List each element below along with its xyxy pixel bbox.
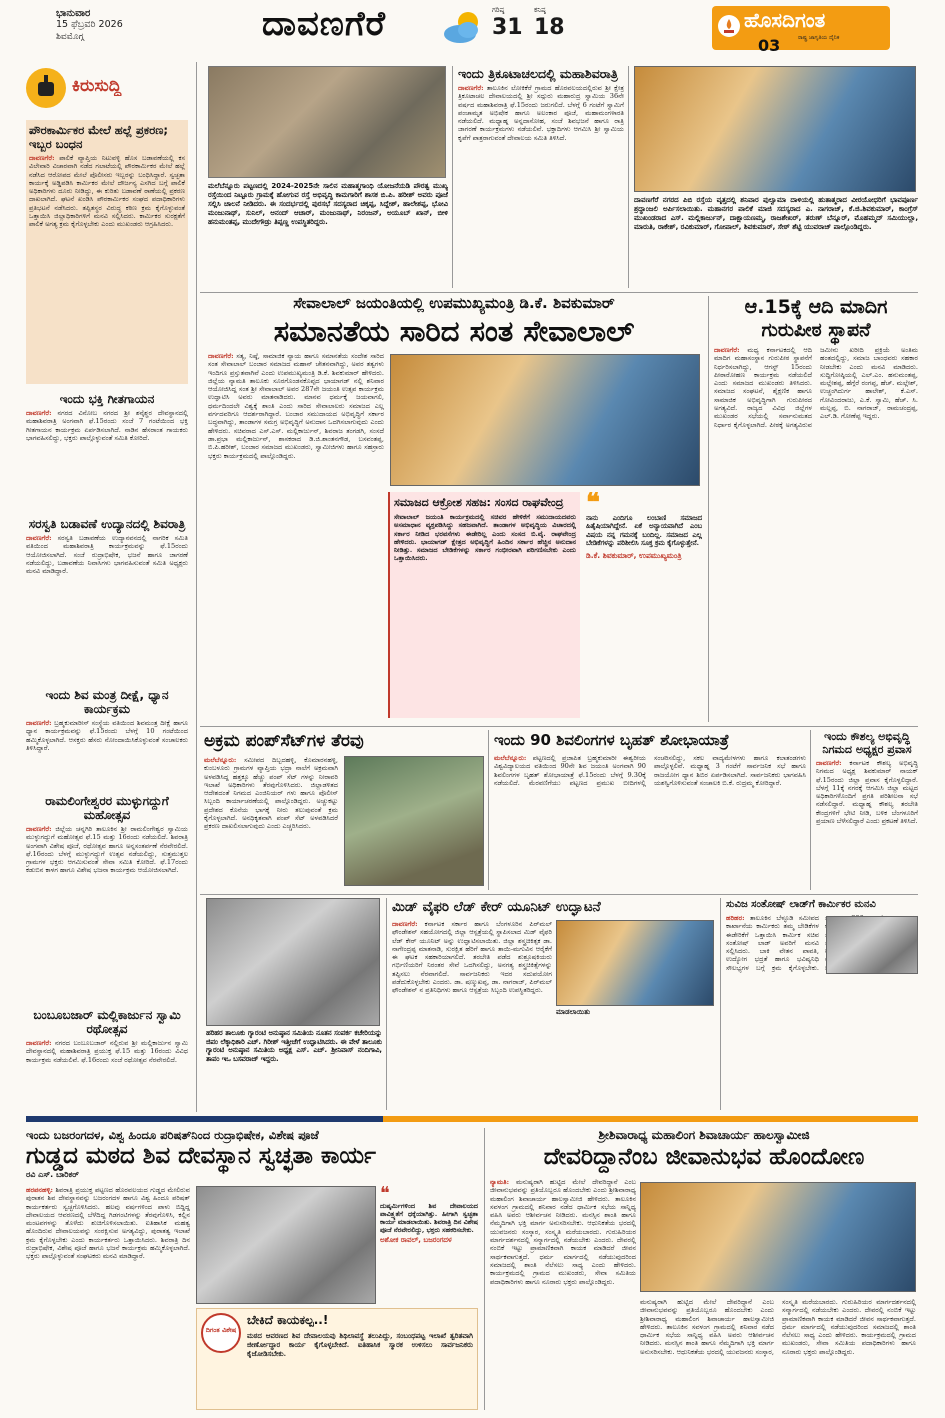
kiru-item-title: ಪೌರಕಾರ್ಮಿಕರ ಮೇಲೆ ಹಲ್ಲೆ ಪ್ರಕರಣ; ಇಬ್ಬರ ಬಂಧನ	[29, 123, 168, 151]
page-number: 03	[758, 36, 781, 55]
kayakalpa-body: ಮಠದ ಆವರಣದ ಶಿವ ದೇವಾಲಯವು ಶಿಥಿಲಾವಸ್ಥೆ ತಲುಪಿದ್ದು, ಸಂಬಂಧಪಟ್ಟ ಇಲಾಖೆ ತ್ವರಿತವಾಗಿ ಜೀರ್ಣೋದ್ಧಾರ ಕಾರ್ಯ ಕೈಗೊಳ್ಳಬೇಕಿದೆ. ಐತಿಹಾಸಿಕ ಸ್ಮಾರಕ ಉಳಿಸಲು ಸಾರ್ವಜನಿಕರು ಕೈಜೋಡಿಸಬೇಕು.	[247, 1331, 473, 1358]
kiru-item-dateline: ದಾವಣಗೆರೆ:	[29, 154, 55, 162]
kaushalya-headline: ಇಂದು ಕೌಶಲ್ಯ ಅಭಿವೃದ್ಧಿ ನಿಗಮದ ಅಧ್ಯಕ್ಷರ ಪ್ರವಾಸ	[822, 730, 912, 756]
guarantee-office-photo	[206, 898, 380, 1026]
kiru-item-3	[26, 517, 188, 682]
kiru-item-dateline: ದಾವಣಗೆರೆ:	[26, 825, 52, 833]
midwifery-photo-caption: ಮಾಡಲಾಯಿತು	[556, 1008, 591, 1016]
min-temp-label: ಕನಿಷ್ಠ	[534, 6, 546, 14]
shivalinga-dateline: ಮಲೆಬೆನ್ನೂರು:	[494, 754, 527, 762]
kiru-item-5	[26, 794, 188, 1004]
issue-city: ಶಿವಮೊಗ್ಗ	[56, 32, 84, 42]
quote-mark-icon: ❝	[380, 1186, 390, 1204]
shivalinga-body: ಪಟ್ಟಣದಲ್ಲಿ ಪ್ರಜಾಪಿತ ಬ್ರಹ್ಮಕುಮಾರೀ ಈಶ್ವರೀಯ ವಿಶ್ವವಿದ್ಯಾಲಯದ ವತಿಯಿಂದ 90ನೇ ಶಿವ ಜಯಂತಿ ಅಂಗವಾಗಿ 90 ಶಿವಲಿಂಗಗಳ ಬೃಹತ್ ಶೋಭಾಯಾತ್ರೆ ಫೆ.15ರಂದು ಬೆಳಗ್ಗೆ 9.30ಕ್ಕೆ ನಡೆಯಲಿದೆ. ಮೆರವಣಿಗೆಯು ಪಟ್ಟಣದ ಪ್ರಮುಖ ಬೀದಿಗಳಲ್ಲಿ ಸಂಚರಿಸಲಿದ್ದು, ಸಕಲ ವಾದ್ಯಮೇಳಗಳು ಹಾಗೂ ಕಲಾತಂಡಗಳು ಪಾಲ್ಗೊಳ್ಳಲಿವೆ. ಮಧ್ಯಾಹ್ನ 3 ಗಂಟೆಗೆ ಸಾರ್ವಜನಿಕ ಸಭೆ ಹಾಗೂ ರಾಜಯೋಗ ಧ್ಯಾನ ಶಿಬಿರ ಏರ್ಪಡಿಸಲಾಗಿದೆ. ಸಾರ್ವಜನಿಕರು ಭಾಗವಹಿಸಿ ಯಶಸ್ವಿಗೊಳಿಸುವಂತೆ ಸಂಚಾಲಕಿ ಬಿ.ಕೆ. ರುದ್ರಮ್ಮ ಕೋರಿದ್ದಾರೆ.	[494, 754, 806, 787]
aadi-madiga-story	[714, 296, 918, 722]
digantha-vishesha-logo	[201, 1313, 241, 1353]
kayakalpa-headline: ಬೇಕಿದೆ ಕಾಯಕಲ್ಪ..!	[247, 1313, 329, 1327]
kiru-item-title: ಸರಸ್ವತಿ ಬಡಾವಣೆ ಉದ್ಯಾನದಲ್ಲಿ ಶಿವರಾತ್ರಿ	[28, 517, 186, 531]
guddada-quote-author: ಅಶೋಕ ರಾವಲ್, ಬಜರಂಗದಳ	[380, 1236, 452, 1244]
kaushalya-dateline: ದಾವಣಗೆರೆ:	[816, 759, 842, 767]
hand-icon	[26, 68, 66, 108]
guddada-quote-text: ದುಷ್ಕರ್ಮಿಗಳಿಂದ ಶಿವ ದೇವಾಲಯದ ಪಾವಿತ್ರ್ಯತೆಗೆ ಧಕ್ಕೆಯಾಗಿತ್ತು. ಹೀಗಾಗಿ ಸ್ವಚ್ಛತಾ ಕಾರ್ಯ ಮಾಡಲಾಯಿತು. ಶಿವರಾತ್ರಿ ದಿನ ವಿಶೇಷ ಪೂಜೆ ನೆರವೇರಲಿದ್ದು, ಭಕ್ತರು ಸಹಕರಿಸಬೇಕು.	[380, 1202, 478, 1234]
kiru-item-1	[26, 120, 188, 384]
midwifery-body: ಕರ್ನಾಟಕ ಸರ್ಕಾರ ಹಾಗೂ ಬೆಂಗಳೂರಿನ ಪಿರ್‌ಮಲ್ ಫೌಂಡೇಶನ್ ಸಹಯೋಗದಲ್ಲಿ ಜಿಲ್ಲಾ ಆಸ್ಪತ್ರೆಯಲ್ಲಿ ಸ್ಥಾಪಿಸಲಾದ ಮಿಡ್ ವೈಫರಿ ಲೆಡ್ ಕೇರ್ ಯೂನಿಟ್ ಅನ್ನು ಉದ್ಘಾಟಿಸಲಾಯಿತು. ಜಿಲ್ಲಾ ಶಸ್ತ್ರಚಿಕಿತ್ಸಕ ಡಾ. ನಾಗೇಂದ್ರಪ್ಪ ಮಾತನಾಡಿ, ಸುರಕ್ಷಿತ ಹೆರಿಗೆ ಹಾಗೂ ತಾಯಿ-ಮಗುವಿನ ಆರೈಕೆಗೆ ಈ ಘಟಕ ಸಹಕಾರಿಯಾಗಲಿದೆ. ತರಬೇತಿ ಪಡೆದ ಶುಶ್ರೂಷಕಿಯರು ಗರ್ಭಿಣಿಯರಿಗೆ ನಿರಂತರ ಸೇವೆ ಒದಗಿಸಲಿದ್ದು, ಅನಗತ್ಯ ಶಸ್ತ್ರಚಿಕಿತ್ಸೆಗಳನ್ನು ತಪ್ಪಿಸಲು ನೆರವಾಗಲಿದೆ. ಸಾರ್ವಜನಿಕರು ಇದರ ಸದುಪಯೋಗ ಪಡೆದುಕೊಳ್ಳಬೇಕು ಎಂದರು. ಡಾ. ಷಣ್ಮುಖಪ್ಪ, ಡಾ. ನಾಗರಾಜ್, ಪಿರ್‌ಮಲ್ ಫೌಂಡೇಶನ್ ನ ಪ್ರತಿನಿಧಿಗಳು ಹಾಗೂ ಆಸ್ಪತ್ರೆಯ ಸಿಬ್ಬಂದಿ ಉಪಸ್ಥಿತರಿದ್ದರು.	[392, 920, 552, 995]
kiru-item-dateline: ದಾವಣಗೆರೆ:	[26, 719, 52, 727]
guddada-matha-story	[26, 1128, 478, 1410]
trikutachala-title: ಇಂದು ತ್ರಿಕೂಟಾಚಲದಲ್ಲಿ ಮಹಾಶಿವರಾತ್ರಿ	[458, 66, 618, 81]
sevalal-headline: ಸಮಾನತೆಯ ಸಾರಿದ ಸಂತ ಸೇವಾಲಾಲ್	[273, 314, 635, 348]
kiru-item-title: ರಾಮಲಿಂಗೇಶ್ವರರ ಮುಳ್ಳುಗದ್ದುಗೆ ಮಹೋತ್ಸವ	[45, 794, 169, 822]
harihara-photo-story	[206, 898, 382, 1110]
pulwama-tribute-photo	[634, 66, 916, 192]
devariddane-body: ಮನುಷ್ಯರಾಗಿ ಹುಟ್ಟಿದ ಮೇಲೆ ದೇವರಿದ್ದಾನೆ ಎಂಬ ಜೀವಾನುಭವವನ್ನು ಪ್ರತಿಯೊಬ್ಬರೂ ಹೊಂದಬೇಕು ಎಂದು ಶ್ರೀಶಿವಾರಾಧ್ಯ ಮಹಾಲಿಂಗ ಶಿವಾಚಾರ್ಯ ಹಾಲಸ್ವಾಮೀಜಿ ಹೇಳಿದರು. ತಾಲೂಕಿನ ಸವಳಂಗ ಗ್ರಾಮದಲ್ಲಿ ಶನಿವಾರ ನಡೆದ ಧಾರ್ಮಿಕ ಸಭೆಯ ಸಾನ್ನಿಧ್ಯ ವಹಿಸಿ ಅವರು ಆಶೀರ್ವಚನ ನೀಡಿದರು. ಮನಸ್ಸಿನ ಶಾಂತಿ ಹಾಗೂ ನೆಮ್ಮದಿಗಾಗಿ ಭಕ್ತಿ ಮಾರ್ಗ ಅನುಸರಿಸಬೇಕು. ಆಧುನಿಕತೆಯ ಭರದಲ್ಲಿ ಯುವಜನರು ಸಂಸ್ಕಾರ, ಸಂಸ್ಕೃತಿ ಮರೆಯಬಾರದು. ಗುರುಹಿರಿಯರ ಮಾರ್ಗದರ್ಶನದಲ್ಲಿ ಸನ್ಮಾರ್ಗದಲ್ಲಿ ನಡೆಯಬೇಕು ಎಂದರು. ದೇವರಲ್ಲಿ ನಂಬಿಕೆ ಇಟ್ಟು ಪ್ರಾಮಾಣಿಕವಾಗಿ ಕಾಯಕ ಮಾಡಿದರೆ ಜೀವನ ಸಾರ್ಥಕವಾಗುತ್ತದೆ. ಧರ್ಮ ಮಾರ್ಗದಲ್ಲಿ ನಡೆಯುವುದರಿಂದ ಸಮಾಜದಲ್ಲಿ ಶಾಂತಿ ನೆಲೆಸಲು ಸಾಧ್ಯ ಎಂದು ಹೇಳಿದರು. ಕಾರ್ಯಕ್ರಮದಲ್ಲಿ ಗ್ರಾಮದ ಮುಖಂಡರು, ಸೇವಾ ಸಮಿತಿಯ ಪದಾಧಿಕಾರಿಗಳು ಹಾಗೂ ನೂರಾರು ಭಕ್ತರು ಪಾಲ್ಗೊಂಡಿದ್ದರು.	[490, 1178, 636, 1286]
print-registration-marks	[840, 1408, 880, 1416]
shivalinga-headline: ಇಂದು 90 ಶಿವಲಿಂಗಗಳ ಬೃಹತ್ ಶೋಭಾಯಾತ್ರೆ	[494, 731, 729, 749]
santhosh-headline: ಸುವಿಜ ಸಂತೋಷ್ ಲಾಡ್‌ಗೆ ಕಾರ್ಮಿಕರ ಮನವಿ	[726, 899, 876, 910]
top-photo-story-1	[208, 66, 448, 288]
sevalal-story	[204, 294, 704, 722]
min-temp: 18	[534, 15, 565, 40]
devariddane-story	[490, 1128, 918, 1410]
kiru-item-body: ಸರಸ್ವತಿ ಬಡಾವಣೆಯ ಉದ್ಯಾನವನದಲ್ಲಿ ನಾಗರಿಕ ಸಮಿತಿ ವತಿಯಿಂದ ಮಹಾಶಿವರಾತ್ರಿ ಕಾರ್ಯಕ್ರಮವನ್ನು ಫೆ.15ರಂದು ಆಯೋಜಿಸಲಾಗಿದೆ. ಸಂಜೆ ರುದ್ರಾಭಿಷೇಕ, ಭಜನೆ ಹಾಗೂ ಜಾಗರಣೆ ನಡೆಯಲಿದ್ದು, ಬಡಾವಣೆಯ ನಿವಾಸಿಗಳು ಭಾಗವಹಿಸುವಂತೆ ಸಮಿತಿ ಅಧ್ಯಕ್ಷರು ಮನವಿ ಮಾಡಿದ್ದಾರೆ.	[26, 534, 188, 576]
temple-photo	[196, 1186, 376, 1304]
pumpset-headline: ಅಕ್ರಮ ಪಂಪ್‌ಸೆಟ್‌ಗಳ ತೆರವು	[204, 731, 364, 751]
paper-name: ಹೊಸದಿಗಂತ	[744, 8, 826, 32]
sevalal-dateline: ದಾವಣಗೆರೆ:	[208, 352, 234, 360]
print-registration-marks	[80, 1408, 120, 1416]
pumpset-dateline: ಮಲೆಬೆನ್ನೂರು:	[204, 756, 237, 764]
raghavendra-box	[388, 492, 580, 718]
sevalal-body: ಸತ್ಯ, ನಿಷ್ಠೆ, ಸಾಮಾಜಿಕ ನ್ಯಾಯ ಹಾಗೂ ಸಮಾನತೆಯ ಸಂದೇಶ ಸಾರಿದ ಸಂತ ಸೇವಾಲಾಲ್ ಬಂಜಾರ ಸಮಾಜದ ಮಹಾನ್ ಚೇತನವಾಗಿದ್ದು, ಅವರ ತತ್ವಗಳು ಇಂದಿಗೂ ಪ್ರಸ್ತುತವಾಗಿವೆ ಎಂದು ಉಪಮುಖ್ಯಮಂತ್ರಿ ಡಿ.ಕೆ. ಶಿವಕುಮಾರ್ ಹೇಳಿದರು. ಜಿಲ್ಲೆಯ ನ್ಯಾಮತಿ ತಾಲೂಕು ಸೂರಗೊಂಡನಕೊಪ್ಪದ ಭಾಯಾಗಡ್ ನಲ್ಲಿ ಶನಿವಾರ ಆಯೋಜಿಸಿದ್ದ ಸಂತ ಶ್ರೀ ಸೇವಾಲಾಲ್ ಅವರ 287ನೇ ಜಯಂತಿ ಉತ್ಸವ ಕಾರ್ಯಕ್ರಮ ಉದ್ಘಾಟಿಸಿ ಅವರು ಮಾತನಾಡಿದರು. ಮಾನವ ಧರ್ಮಕ್ಕೆ ಜಯವಾಗಲಿ, ಧರ್ಮದಿಂದಲೇ ವಿಶ್ವಕ್ಕೆ ಶಾಂತಿ ಎಂದು ಸಾರಿದ ಸೇವಾಲಾಲರು ಸಮಾಜದ ಎಲ್ಲ ವರ್ಗದವರಿಗೂ ಆದರ್ಶರಾಗಿದ್ದಾರೆ. ಬಂಜಾರ ಸಮುದಾಯದ ಅಭಿವೃದ್ಧಿಗೆ ಸರ್ಕಾರ ಬದ್ಧವಾಗಿದ್ದು, ತಾಂಡಾಗಳ ಸಮಗ್ರ ಅಭಿವೃದ್ಧಿಗೆ ಅನುದಾನ ಒದಗಿಸಲಾಗುವುದು ಎಂದು ಹೇಳಿದರು. ಸಚಿವರಾದ ಎಸ್.ಎಸ್. ಮಲ್ಲಿಕಾರ್ಜುನ್, ಶಿವರಾಜ ತಂಗಡಗಿ, ಸಂಸದೆ ಡಾ.ಪ್ರಭಾ ಮಲ್ಲಿಕಾರ್ಜುನ್, ಶಾಸಕರಾದ ಡಿ.ಜಿ.ಶಾಂತನಗೌಡ, ಬಸವಂತಪ್ಪ, ಬಿ.ಪಿ.ಹರೀಶ್, ಬಂಜಾರ ಸಮಾಜದ ಮುಖಂಡರು, ಸ್ವಾಮೀಜಿಗಳು ಹಾಗೂ ಸಹಸ್ರಾರು ಭಕ್ತರು ಕಾರ್ಯಕ್ರಮದಲ್ಲಿ ಪಾಲ್ಗೊಂಡಿದ್ದರು.	[208, 352, 384, 460]
pumpset-story	[204, 730, 484, 890]
road-work-caption: ಮಲೆಬೆನ್ನೂರು ಪಟ್ಟಣದಲ್ಲಿ 2024-2025ನೇ ಸಾಲಿನ ಮಹಾತ್ಮಗಾಂಧಿ ಯೋಜನೆಯಡಿ ಪೌರತ್ವ ಮುಖ್ಯ ರಸ್ತೆಯಿಂದ ನಿಟ್ಟೂರು ಗ್ರಾಮಕ್ಕೆ ಹೋಗುವ ರಸ್ತೆ ಅಭಿವೃದ್ಧಿ ಕಾಮಗಾರಿಗೆ ಶಾಸಕ ಬಿ.ಪಿ. ಹರೀಶ್ ಅವರು ಪೂಜೆ ಸಲ್ಲಿಸಿ ಚಾಲನೆ ನೀಡಿದರು. ಈ ಸಂದರ್ಭದಲ್ಲಿ ಪುರಸಭೆ ಸದಸ್ಯರಾದ ಚಿಕ್ಕಪ್ಪ, ಸಿದ್ದೇಶ್, ಹಾಲೇಶಪ್ಪ, ಭೋವಿ ಮಂಜುನಾಥ್, ಸುನಿಲ್, ಆನಂದ್ ಆಚಾರ್, ಮಂಜುನಾಥ್, ನಿರಂಜನ್, ಅಯೂಬ್ ಖಾನ್, ಬೀಳಿ ಹನುಮಂತಪ್ಪ, ಮುದೇಗೌಡ್ರು ತಿಪ್ಪಣ್ಣ ಉಪಸ್ಥಿತರಿದ್ದರು.	[208, 182, 448, 226]
kiru-item-body: ಪಾಲಿಕೆ ವ್ಯಾಪ್ತಿಯ ನಿಟುವಳ್ಳಿ ಹೊಸ ಬಡಾವಣೆಯಲ್ಲಿ ಕಸ ವಿಲೇವಾರಿ ವಿಚಾರವಾಗಿ ನಡೆದ ಗಲಾಟೆಯಲ್ಲಿ ಪೌರಕಾರ್ಮಿಕರ ಮೇಲೆ ಹಲ್ಲೆ ನಡೆಸಿದ ಆರೋಪದ ಮೇಲೆ ಪೊಲೀಸರು ಇಬ್ಬರನ್ನು ಬಂಧಿಸಿದ್ದಾರೆ. ಸ್ವಚ್ಛತಾ ಕಾರ್ಯಕ್ಕೆ ಅಡ್ಡಿಪಡಿಸಿ ಕಾರ್ಮಿಕರ ಮೇಲೆ ದೌರ್ಜನ್ಯ ಎಸಗಿದ ಬಗ್ಗೆ ಪಾಲಿಕೆ ಅಧಿಕಾರಿಗಳು ದೂರು ನೀಡಿದ್ದು, ಈ ಕುರಿತು ಬಡಾವಣೆ ಠಾಣೆಯಲ್ಲಿ ಪ್ರಕರಣ ದಾಖಲಾಗಿದೆ. ಘಟನೆ ಖಂಡಿಸಿ ಪೌರಕಾರ್ಮಿಕರ ಸಂಘದ ಪದಾಧಿಕಾರಿಗಳು ಪ್ರತಿಭಟನೆ ನಡೆಸಿದರು. ತಪ್ಪಿತಸ್ಥರ ವಿರುದ್ಧ ಕಠಿಣ ಕ್ರಮ ಕೈಗೊಳ್ಳುವಂತೆ ಒತ್ತಾಯಿಸಿ ಜಿಲ್ಲಾಧಿಕಾರಿಗಳಿಗೆ ಮನವಿ ಸಲ್ಲಿಸಿದರು. ಕಾರ್ಮಿಕರ ಸುರಕ್ಷತೆಗೆ ಪಾಲಿಕೆ ಅಗತ್ಯ ಕ್ರಮ ಕೈಗೊಳ್ಳಬೇಕು ಎಂದು ಮುಖಂಡರು ಆಗ್ರಹಿಸಿದರು.	[29, 154, 185, 229]
kiru-item-body: ಜಿಲ್ಲೆಯ ಚನ್ನಗಿರಿ ತಾಲೂಕಿನ ಶ್ರೀ ರಾಮಲಿಂಗೇಶ್ವರ ಸ್ವಾಮಿಯ ಮುಳ್ಳುಗದ್ದುಗೆ ಮಹೋತ್ಸವ ಫೆ.15 ಮತ್ತು 16ರಂದು ನಡೆಯಲಿದೆ. ಶಿವರಾತ್ರಿ ಅಂಗವಾಗಿ ವಿಶೇಷ ಪೂಜೆ, ರಥೋತ್ಸವ ಹಾಗೂ ಅನ್ನಸಂತರ್ಪಣೆ ನೆರವೇರಲಿದೆ. ಫೆ.16ರಂದು ಬೆಳಗ್ಗೆ ಮುಳ್ಳುಗದ್ದುಗೆ ಉತ್ಸವ ನಡೆಯಲಿದ್ದು, ಸುತ್ತಮುತ್ತಲ ಗ್ರಾಮಗಳ ಭಕ್ತರು ಆಗಮಿಸುವಂತೆ ಸೇವಾ ಸಮಿತಿ ಕೋರಿದೆ. ಫೆ.17ರಂದು ಕಡುಬಿನ ಕಾಳಗ ಹಾಗೂ ವಿಶೇಷ ಭಜನಾ ಕಾರ್ಯಕ್ರಮ ಆಯೋಜಿಸಲಾಗಿದೆ.	[26, 825, 188, 875]
sevalal-stage-photo	[390, 354, 700, 486]
sevalal-kicker: ಸೇವಾಲಾಲ್ ಜಯಂತಿಯಲ್ಲಿ ಉಪಮುಖ್ಯಮಂತ್ರಿ ಡಿ.ಕೆ. ಶಿವಕುಮಾರ್	[293, 294, 615, 312]
shivakumar-quote	[586, 492, 702, 718]
guddada-kicker: ಇಂದು ಬಜರಂಗದಳ, ವಿಶ್ವ ಹಿಂದೂ ಪರಿಷತ್‌ನಿಂದ ರುದ್ರಾಭಿಷೇಕ, ವಿಶೇಷ ಪೂಜೆ	[26, 1128, 319, 1142]
midwifery-photo	[556, 920, 714, 1006]
kiru-item-body: ಬ್ರಹ್ಮಕುಮಾರೀಸ್ ಸಂಸ್ಥೆಯ ವತಿಯಿಂದ ಶಿವಮಂತ್ರ ದೀಕ್ಷೆ ಹಾಗೂ ಧ್ಯಾನ ಕಾರ್ಯಕ್ರಮವನ್ನು ಫೆ.15ರಂದು ಬೆಳಗ್ಗೆ 10 ಗಂಟೆಯಿಂದ ಹಮ್ಮಿಕೊಳ್ಳಲಾಗಿದೆ. ಆಸಕ್ತರು ಹೆಸರು ನೋಂದಾಯಿಸಿಕೊಳ್ಳುವಂತೆ ಸಂಚಾಲಕರು ತಿಳಿಸಿದ್ದಾರೆ.	[26, 719, 188, 752]
midwifery-headline: ಮಿಡ್ ವೈಫರಿ ಲೆಡ್ ಕೇರ್ ಯೂನಿಟ್ ಉದ್ಘಾಟನೆ	[392, 899, 601, 915]
guddada-dateline: ಹರಪನಹಳ್ಳಿ:	[26, 1186, 53, 1194]
road-work-photo	[208, 66, 446, 178]
weather-icon	[438, 8, 488, 48]
kiru-item-body: ನಗರದ ಬಂಬೂಬಜಾರ್ ನಲ್ಲಿರುವ ಶ್ರೀ ಮಲ್ಲಿಕಾರ್ಜುನ ಸ್ವಾಮಿ ದೇವಸ್ಥಾನದಲ್ಲಿ ಮಹಾಶಿವರಾತ್ರಿ ಪ್ರಯುಕ್ತ ಫೆ.15 ಮತ್ತು 16ರಂದು ವಿವಿಧ ಕಾರ್ಯಕ್ರಮ ನಡೆಯಲಿವೆ. ಫೆ.16ರಂದು ಸಂಜೆ ರಥೋತ್ಸವ ನೆರವೇರಲಿದೆ.	[26, 1039, 188, 1064]
masthead	[0, 0, 945, 58]
raghavendra-box-body: ಸೇವಾಲಾಲ್ ಜಯಂತಿ ಕಾರ್ಯಕ್ರಮದಲ್ಲಿ ಸಚಿವರ ಹೇಳಿಕೆಗೆ ಸಮುದಾಯದವರು ಅಸಮಾಧಾನ ವ್ಯಕ್ತಪಡಿಸಿದ್ದು ಸಹಜವಾಗಿದೆ. ತಾಂಡಾಗಳ ಅಭಿವೃದ್ಧಿಯ ವಿಚಾರದಲ್ಲಿ ಸರ್ಕಾರ ನೀಡಿದ ಭರವಸೆಗಳು ಈಡೇರಿಲ್ಲ ಎಂದು ಸಂಸದ ಬಿ.ವೈ. ರಾಘವೇಂದ್ರ ಹೇಳಿದರು. ಭಾಯಾಗಡ್ ಕ್ಷೇತ್ರದ ಅಭಿವೃದ್ಧಿಗೆ ಹಿಂದಿನ ಸರ್ಕಾರ ಹೆಚ್ಚಿನ ಅನುದಾನ ನೀಡಿತ್ತು. ಸಮಾಜದ ಬೇಡಿಕೆಗಳನ್ನು ಸರ್ಕಾರ ಗಂಭೀರವಾಗಿ ಪರಿಗಣಿಸಬೇಕು ಎಂದು ಒತ್ತಾಯಿಸಿದರು.	[394, 513, 576, 563]
raghavendra-box-title: ಸಮಾಜದ ಆಕ್ರೋಶ ಸಹಜ: ಸಂಸದ ರಾಘವೇಂದ್ರ	[394, 496, 564, 509]
kiru-item-dateline: ದಾವಣಗೆರೆ:	[26, 409, 52, 417]
harihara-caption: ಹರಿಹರ ತಾಲೂಕು ಗ್ಯಾರಂಟಿ ಅನುಷ್ಠಾನ ಸಮಿತಿಯ ನೂತನ ಸಂಪರ್ಕ ಕಚೇರಿಯನ್ನು ಜಿಪಂ ಲೆಕ್ಕಾಧಿಕಾರಿ ಎಚ್. ಗಿರೀಶ್ ಇತ್ತೀಚೆಗೆ ಉದ್ಘಾಟಿಸಿದರು. ಈ ವೇಳೆ ತಾಲೂಕು ಗ್ಯಾರಂಟಿ ಅನುಷ್ಠಾನ ಸಮಿತಿಯ ಅಧ್ಯಕ್ಷ ಎಸ್. ಎಚ್. ಶ್ರೀನಿವಾಸ್ ನಂದಿಗಾವಿ, ತಾಪಂ ಇಒ ಬಸವರಾಜ್ ಇದ್ದರು.	[206, 1029, 382, 1063]
shivalinga-story	[494, 730, 806, 890]
shivakumar-quote-text: ನಾನು ಎಂದಿಗೂ ಲಂಬಾಣಿ ಸಮಾಜದ ಹಿತೈಷಿಯಾಗಿದ್ದೇನೆ. ಏಕೆ ಅನ್ಯಾಯವಾಗಿದೆ ಎಂಬ ವಿಷಯ ನನ್ನ ಗಮನಕ್ಕೆ ಬಂದಿಲ್ಲ. ಸಮಾಜದ ಎಲ್ಲ ಬೇಡಿಕೆಗಳನ್ನು ಪರಿಶೀಲಿಸಿ ಸೂಕ್ತ ಕ್ರಮ ಕೈಗೊಳ್ಳುತ್ತೇನೆ.	[586, 514, 702, 547]
pulwama-caption: ದಾವಣಗೆರೆ ನಗರದ ಪಿಬಿ ರಸ್ತೆಯ ವೃತ್ತದಲ್ಲಿ ಶನಿವಾರ ಪುಲ್ವಾಮಾ ದಾಳಿಯಲ್ಲಿ ಹುತಾತ್ಮರಾದ ವೀರಯೋಧರಿಗೆ ಭಾವಪೂರ್ಣ ಶ್ರದ್ಧಾಂಜಲಿ ಅರ್ಪಿಸಲಾಯಿತು. ಮಹಾನಗರ ಪಾಲಿಕೆ ಮಾಜಿ ಸದಸ್ಯರಾದ ಎ. ನಾಗರಾಜ್, ಕೆ.ಜಿ.ಶಿವಕುಮಾರ್, ಕಾಂಗ್ರೆಸ್ ಮುಖಂಡರಾದ ಎಸ್. ಮಲ್ಲಿಕಾರ್ಜುನ್, ದಾಕ್ಷಾಯಣಮ್ಮ, ರಾಜಶೇಖರ್, ತರುಣ್ ಬೆನ್ನೂರ್, ಮೊಹಮ್ಮದ್ ಸಮಿಯುಲ್ಲಾ, ಮಾರುತಿ, ರಾಕೇಶ್, ರವಿಕುಮಾರ್, ಗೋಪಾಲ್, ಶಿವಕುಮಾರ್, ಸೇಠ್ ಶೆಟ್ಟಿ ಯುವರಾಜ್ ಪಾಲ್ಗೊಂಡಿದ್ದರು.	[634, 196, 918, 231]
devariddane-headline: ದೇವರಿದ್ದಾನೆಂಬ ಜೀವಾನುಭವ ಹೊಂದೋಣ	[543, 1144, 865, 1170]
devariddane-kicker: ಶ್ರೀಶಿವಾರಾಧ್ಯ ಮಹಾಲಿಂಗ ಶಿವಾಚಾರ್ಯ ಹಾಲಸ್ವಾಮೀಜಿ	[598, 1128, 810, 1142]
kiru-item-dateline: ದಾವಣಗೆರೆ:	[26, 534, 52, 542]
top-photo-story-3	[634, 66, 918, 288]
section-divider	[26, 1116, 918, 1122]
santhosh-photo	[826, 916, 918, 974]
kaushalya-story	[816, 730, 918, 890]
kiru-item-title: ಇಂದು ಭಕ್ತಿ ಗೀತಗಾಯನ	[59, 392, 155, 406]
paper-tagline: ರಾಷ್ಟ್ರ ಜಾಗೃತಿಯ ದೈನಿಕ	[798, 35, 840, 41]
devariddane-dateline: ನ್ಯಾಮತಿ:	[490, 1178, 510, 1186]
kiru-suddi-header	[26, 66, 186, 112]
aadi-body: ಮಧ್ಯ ಕರ್ನಾಟಕದಲ್ಲಿ ಆದಿ ಮಾದಿಗ ಮಹಾಸಂಸ್ಥಾನ ಗುರುಪೀಠ ಸ್ಥಾಪನೆಗೆ ನಿರ್ಧರಿಸಲಾಗಿದ್ದು, ಆಗಸ್ಟ್ 15ರಂದು ಪೀಠಾರೋಹಣ ಕಾರ್ಯಕ್ರಮ ನಡೆಯಲಿದೆ ಎಂದು ಸಮಾಜದ ಮುಖಂಡರು ತಿಳಿಸಿದರು. ಸಮಾಜದ ಸಂಘಟನೆ, ಶೈಕ್ಷಣಿಕ ಹಾಗೂ ಸಾಮಾಜಿಕ ಅಭಿವೃದ್ಧಿಗಾಗಿ ಗುರುಪೀಠದ ಅಗತ್ಯವಿದೆ. ರಾಜ್ಯದ ವಿವಿಧ ಜಿಲ್ಲೆಗಳ ಮುಖಂಡರ ಸಭೆಯಲ್ಲಿ ಸರ್ವಾನುಮತದ ನಿರ್ಧಾರ ಕೈಗೊಳ್ಳಲಾಗಿದೆ. ಪೀಠಕ್ಕೆ ಅಗತ್ಯವಿರುವ ಜಮೀನು ಖರೀದಿ ಪ್ರಕ್ರಿಯೆ ಅಂತಿಮ ಹಂತದಲ್ಲಿದ್ದು, ಸಮಾಜ ಬಾಂಧವರು ಸಹಕಾರ ನೀಡಬೇಕು ಎಂದು ಮನವಿ ಮಾಡಿದರು. ಸುದ್ದಿಗೋಷ್ಠಿಯಲ್ಲಿ ಎಲ್.ಎಂ. ಹನುಮಂತಪ್ಪ, ಮಲ್ಲೇಶಪ್ಪ, ಹೆಗ್ಗೆರೆ ರಂಗಪ್ಪ, ಹೆಚ್. ಮಲ್ಲೇಶ್, ಉಚ್ಚಂಗಿದುರ್ಗ ಹಾಲೇಶ್, ಕೆ.ಎಸ್. ಗೋವಿಂದರಾಜು, ಎ.ಕೆ. ಸ್ವಾಮಿ, ಹೆಚ್. ಸಿ. ಮಲ್ಲಪ್ಪ, ಬಿ. ನಾಗರಾಜ್, ರಾಮಚಂದ್ರಪ್ಪ, ಎಲ್.ಡಿ. ಗೋಣೆಪ್ಪ ಇದ್ದರು.	[714, 346, 918, 429]
santhosh-lad-story	[726, 898, 918, 1110]
kiru-item-title: ಬಂಬೂಬಜಾರ್ ಮಲ್ಲಿಕಾರ್ಜುನ ಸ್ವಾಮಿ ರಥೋತ್ಸವ	[33, 1008, 181, 1036]
trikutachala-dateline: ದಾವಣಗೆರೆ:	[458, 84, 484, 92]
kiru-item-2	[26, 392, 188, 510]
issue-date: 15 ಫೆಬ್ರವರಿ 2026	[56, 19, 123, 30]
max-temp: 31	[492, 15, 523, 40]
trikutachala-story	[458, 66, 624, 288]
kiru-item-dateline: ದಾವಣಗೆರೆ:	[26, 1039, 52, 1047]
max-temp-label: ಗರಿಷ್ಠ	[492, 6, 505, 14]
devariddane-body-continued: ಮನುಷ್ಯರಾಗಿ ಹುಟ್ಟಿದ ಮೇಲೆ ದೇವರಿದ್ದಾನೆ ಎಂಬ ಜೀವಾನುಭವವನ್ನು ಪ್ರತಿಯೊಬ್ಬರೂ ಹೊಂದಬೇಕು ಎಂದು ಶ್ರೀಶಿವಾರಾಧ್ಯ ಮಹಾಲಿಂಗ ಶಿವಾಚಾರ್ಯ ಹಾಲಸ್ವಾಮೀಜಿ ಹೇಳಿದರು. ತಾಲೂಕಿನ ಸವಳಂಗ ಗ್ರಾಮದಲ್ಲಿ ಶನಿವಾರ ನಡೆದ ಧಾರ್ಮಿಕ ಸಭೆಯ ಸಾನ್ನಿಧ್ಯ ವಹಿಸಿ ಅವರು ಆಶೀರ್ವಚನ ನೀಡಿದರು. ಮನಸ್ಸಿನ ಶಾಂತಿ ಹಾಗೂ ನೆಮ್ಮದಿಗಾಗಿ ಭಕ್ತಿ ಮಾರ್ಗ ಅನುಸರಿಸಬೇಕು. ಆಧುನಿಕತೆಯ ಭರದಲ್ಲಿ ಯುವಜನರು ಸಂಸ್ಕಾರ, ಸಂಸ್ಕೃತಿ ಮರೆಯಬಾರದು. ಗುರುಹಿರಿಯರ ಮಾರ್ಗದರ್ಶನದಲ್ಲಿ ಸನ್ಮಾರ್ಗದಲ್ಲಿ ನಡೆಯಬೇಕು ಎಂದರು. ದೇವರಲ್ಲಿ ನಂಬಿಕೆ ಇಟ್ಟು ಪ್ರಾಮಾಣಿಕವಾಗಿ ಕಾಯಕ ಮಾಡಿದರೆ ಜೀವನ ಸಾರ್ಥಕವಾಗುತ್ತದೆ. ಧರ್ಮ ಮಾರ್ಗದಲ್ಲಿ ನಡೆಯುವುದರಿಂದ ಸಮಾಜದಲ್ಲಿ ಶಾಂತಿ ನೆಲೆಸಲು ಸಾಧ್ಯ ಎಂದು ಹೇಳಿದರು. ಕಾರ್ಯಕ್ರಮದಲ್ಲಿ ಗ್ರಾಮದ ಮುಖಂಡರು, ಸೇವಾ ಸಮಿತಿಯ ಪದಾಧಿಕಾರಿಗಳು ಹಾಗೂ ನೂರಾರು ಭಕ್ತರು ಪಾಲ್ಗೊಂಡಿದ್ದರು.	[640, 1298, 916, 1356]
edition-title: ದಾವಣಗೆರೆ	[262, 4, 386, 44]
pumpset-body: ಸಮೀಪದ ದಿಬ್ಬದಹಳ್ಳಿ, ಕೊಮಾರನಹಳ್ಳಿ, ಕುಂಬಳೂರು ಗ್ರಾಮಗಳ ವ್ಯಾಪ್ತಿಯ ಭದ್ರಾ ನಾಲೆಗೆ ಅಕ್ರಮವಾಗಿ ಅಳವಡಿಸಿದ್ದ ಹತ್ತಕ್ಕೂ ಹೆಚ್ಚು ಪಂಪ್ ಸೆಟ್ ಗಳನ್ನು ನೀರಾವರಿ ಇಲಾಖೆ ಅಧಿಕಾರಿಗಳು ತೆರವುಗೊಳಿಸಿದರು. ಜಿಲ್ಲಾಡಳಿತದ ಆದೇಶದಂತೆ ನಿಗಮದ ಎಂಜಿನಿಯರ್ ಗಳು ಹಾಗೂ ಪೊಲೀಸ್ ಸಿಬ್ಬಂದಿ ಕಾರ್ಯಾಚರಣೆಯಲ್ಲಿ ಪಾಲ್ಗೊಂಡಿದ್ದರು. ಅಚ್ಚುಕಟ್ಟು ಪ್ರದೇಶದ ಕೊನೆಯ ಭಾಗಕ್ಕೆ ನೀರು ತಲುಪುವಂತೆ ಕ್ರಮ ಕೈಗೊಳ್ಳಲಾಗಿದೆ. ಅನಧಿಕೃತವಾಗಿ ಪಂಪ್ ಸೆಟ್ ಅಳವಡಿಸಿದರೆ ಪ್ರಕರಣ ದಾಖಲಿಸಲಾಗುವುದು ಎಂದು ಎಚ್ಚರಿಸಿದರು.	[204, 756, 338, 831]
guddada-headline: ಗುಡ್ಡದ ಮಠದ ಶಿವ ದೇವಸ್ಥಾನ ಸ್ವಚ್ಛತಾ ಕಾರ್ಯ	[26, 1143, 376, 1169]
santhosh-body: ತಾಲೂಕಿನ ಬೆಳ್ಳೂಡಿ ಸಮೀಪದ ಕಾರ್ಖಾನೆಯ ಕಾರ್ಮಿಕರು ತಮ್ಮ ಬೇಡಿಕೆಗಳ ಈಡೇರಿಕೆಗೆ ಒತ್ತಾಯಿಸಿ ಕಾರ್ಮಿಕ ಸಚಿವ ಸಂತೋಷ್ ಲಾಡ್ ಅವರಿಗೆ ಮನವಿ ಸಲ್ಲಿಸಿದರು. ಬಾಕಿ ವೇತನ ಪಾವತಿ, ಉದ್ಯೋಗ ಭದ್ರತೆ ಹಾಗೂ ಭವಿಷ್ಯನಿಧಿ ಸೌಲಭ್ಯಗಳ ಬಗ್ಗೆ ಕ್ರಮ ಕೈಗೊಳ್ಳಬೇಕು.	[726, 914, 819, 972]
kiru-item-4	[26, 688, 188, 788]
issue-day: ಭಾನುವಾರ	[56, 8, 91, 19]
aadi-dateline: ದಾವಣಗೆರೆ:	[714, 346, 740, 354]
guddada-body: ಶಿವರಾತ್ರಿ ಪ್ರಯುಕ್ತ ಪಟ್ಟಣದ ಹೊರವಲಯದ ಗುಡ್ಡದ ಮೇಲಿರುವ ಪುರಾತನ ಶಿವ ದೇವಸ್ಥಾನವನ್ನು ಬಜರಂಗದಳ ಹಾಗೂ ವಿಶ್ವ ಹಿಂದೂ ಪರಿಷತ್ ಕಾರ್ಯಕರ್ತರು ಸ್ವಚ್ಛಗೊಳಿಸಿದರು. ಹಲವು ವರ್ಷಗಳಿಂದ ಪಾಳು ಬಿದ್ದಿದ್ದ ದೇವಾಲಯದ ಆವರಣದಲ್ಲಿ ಬೆಳೆದಿದ್ದ ಗಿಡಗಂಟಿಗಳನ್ನು ತೆರವುಗೊಳಿಸಿ, ಕಲ್ಲಿನ ಮಂಟಪಗಳನ್ನು ತೊಳೆದು ಶುಚಿಗೊಳಿಸಲಾಯಿತು. ಐತಿಹಾಸಿಕ ಮಹತ್ವ ಹೊಂದಿರುವ ದೇವಾಲಯವನ್ನು ಸಂರಕ್ಷಿಸುವ ಅಗತ್ಯವಿದ್ದು, ಪುರಾತತ್ವ ಇಲಾಖೆ ಕ್ರಮ ಕೈಗೊಳ್ಳಬೇಕು ಎಂದು ಕಾರ್ಯಕರ್ತರು ಒತ್ತಾಯಿಸಿದರು. ಶಿವರಾತ್ರಿ ದಿನ ರುದ್ರಾಭಿಷೇಕ, ವಿಶೇಷ ಪೂಜೆ ಹಾಗೂ ಭಜನೆ ಕಾರ್ಯಕ್ರಮ ಹಮ್ಮಿಕೊಳ್ಳಲಾಗಿದೆ. ಭಕ್ತರು ಪಾಲ್ಗೊಳ್ಳುವಂತೆ ಸಂಘಟಕರು ಮನವಿ ಮಾಡಿದ್ದಾರೆ.	[26, 1186, 190, 1261]
trikutachala-body: ತಾಲೂಕಿನ ಲೋಕಿಕೆರೆ ಗ್ರಾಮದ ಹೊರವಲಯದಲ್ಲಿರುವ ಶ್ರೀ ಕ್ಷೇತ್ರ ತ್ರಿಕೂಟಾಚಲ ದೇವಾಲಯದಲ್ಲಿ ಶ್ರೀ ಸದ್ಗುರು ಮಹಾರುದ್ರ ಸ್ವಾಮಿಯ 36ನೇ ವರ್ಷದ ಮಹಾಶಿವರಾತ್ರಿ ಫೆ.15ರಂದು ಜರುಗಲಿದೆ. ಬೆಳಗ್ಗೆ 6 ಗಂಟೆಗೆ ಸ್ವಾಮಿಗೆ ಪಂಚಾಮೃತ ಅಭಿಷೇಕ ಹಾಗೂ ಅಲಂಕಾರ ಪೂಜೆ, ಮಹಾಮಂಗಳಾರತಿ ನಡೆಯಲಿದೆ. ಮಧ್ಯಾಹ್ನ ಅನ್ನದಾಸೋಹ, ಸಂಜೆ ಶಿವಭಜನೆ ಹಾಗೂ ರಾತ್ರಿ ಜಾಗರಣೆ ಕಾರ್ಯಕ್ರಮಗಳು ನಡೆಯಲಿವೆ. ಭಕ್ತಾದಿಗಳು ಆಗಮಿಸಿ ಶ್ರೀ ಸ್ವಾಮಿಯ ಕೃಪೆಗೆ ಪಾತ್ರರಾಗುವಂತೆ ದೇವಾಲಯ ಸಮಿತಿ ತಿಳಿಸಿದೆ.	[458, 84, 624, 142]
swamiji-photo	[640, 1182, 916, 1292]
midwifery-dateline: ದಾವಣಗೆರೆ:	[392, 920, 418, 928]
guddada-quote	[380, 1186, 478, 1304]
midwifery-story	[392, 898, 716, 1110]
kiru-suddi-label: ಕಿರುಸುದ್ದಿ	[72, 76, 122, 96]
kiru-suddi-column	[26, 62, 192, 1112]
shivakumar-quote-author: ಡಿ.ಕೆ. ಶಿವಕುಮಾರ್, ಉಪಮುಖ್ಯಮಂತ್ರಿ	[586, 551, 682, 561]
paper-logo	[712, 6, 890, 50]
kaushalya-body: ಕರ್ನಾಟಕ ಕೌಶಲ್ಯ ಅಭಿವೃದ್ಧಿ ನಿಗಮದ ಅಧ್ಯಕ್ಷ ಶಿವಕುಮಾರ್ ನಾಯಕ್ ಫೆ.15ರಂದು ಜಿಲ್ಲಾ ಪ್ರವಾಸ ಕೈಗೊಳ್ಳಲಿದ್ದಾರೆ. ಬೆಳಗ್ಗೆ 11ಕ್ಕೆ ನಗರಕ್ಕೆ ಆಗಮಿಸಿ ಜಿಲ್ಲಾ ಮಟ್ಟದ ಅಧಿಕಾರಿಗಳೊಂದಿಗೆ ಪ್ರಗತಿ ಪರಿಶೀಲನಾ ಸಭೆ ನಡೆಸಲಿದ್ದಾರೆ. ಮಧ್ಯಾಹ್ನ ಕೌಶಲ್ಯ ತರಬೇತಿ ಕೇಂದ್ರಗಳಿಗೆ ಭೇಟಿ ನೀಡಿ, ಬಳಿಕ ಬೆಂಗಳೂರಿಗೆ ಪ್ರಯಾಣ ಬೆಳೆಸಲಿದ್ದಾರೆ ಎಂದು ಪ್ರಕಟಣೆ ತಿಳಿಸಿದೆ.	[816, 759, 918, 826]
digantha-vishesha-label: ದಿಗಂತ ವಿಶೇಷ	[205, 1326, 237, 1334]
aadi-headline: ಆ.15ಕ್ಕೆ ಆದಿ ಮಾದಿಗ ಗುರುಪೀಠ ಸ್ಥಾಪನೆ	[744, 296, 888, 341]
kiru-item-title: ಇಂದು ಶಿವ ಮಂತ್ರ ದೀಕ್ಷೆ, ಧ್ಯಾನ ಕಾರ್ಯಕ್ರಮ	[45, 688, 169, 716]
pumpset-photo	[344, 756, 484, 886]
kiru-item-body: ನಗರದ ವಿನೋಬ ನಗರದ ಶ್ರೀ ಶನೈಶ್ಚರ ದೇವಸ್ಥಾನದಲ್ಲಿ ಮಹಾಶಿವರಾತ್ರಿ ಅಂಗವಾಗಿ ಫೆ.15ರಂದು ಸಂಜೆ 7 ಗಂಟೆಯಿಂದ ಭಕ್ತಿ ಗೀತಗಾಯನ ಕಾರ್ಯಕ್ರಮ ಏರ್ಪಡಿಸಲಾಗಿದೆ. ನಾಡಿನ ಹೆಸರಾಂತ ಗಾಯಕರು ಭಾಗವಹಿಸಲಿದ್ದು, ಭಕ್ತರು ಪಾಲ್ಗೊಳ್ಳುವಂತೆ ಸಮಿತಿ ಕೋರಿದೆ.	[26, 409, 188, 442]
kayakalpa-box	[196, 1308, 478, 1410]
lamp-icon	[718, 15, 740, 37]
guddada-byline: ರವಿ ಎಸ್. ಬಾರಿಕರ್	[26, 1170, 79, 1179]
kiru-item-6	[26, 1008, 188, 1112]
quote-mark-icon: ❝	[586, 492, 600, 518]
santhosh-dateline: ಹರಿಹರ:	[726, 914, 745, 922]
